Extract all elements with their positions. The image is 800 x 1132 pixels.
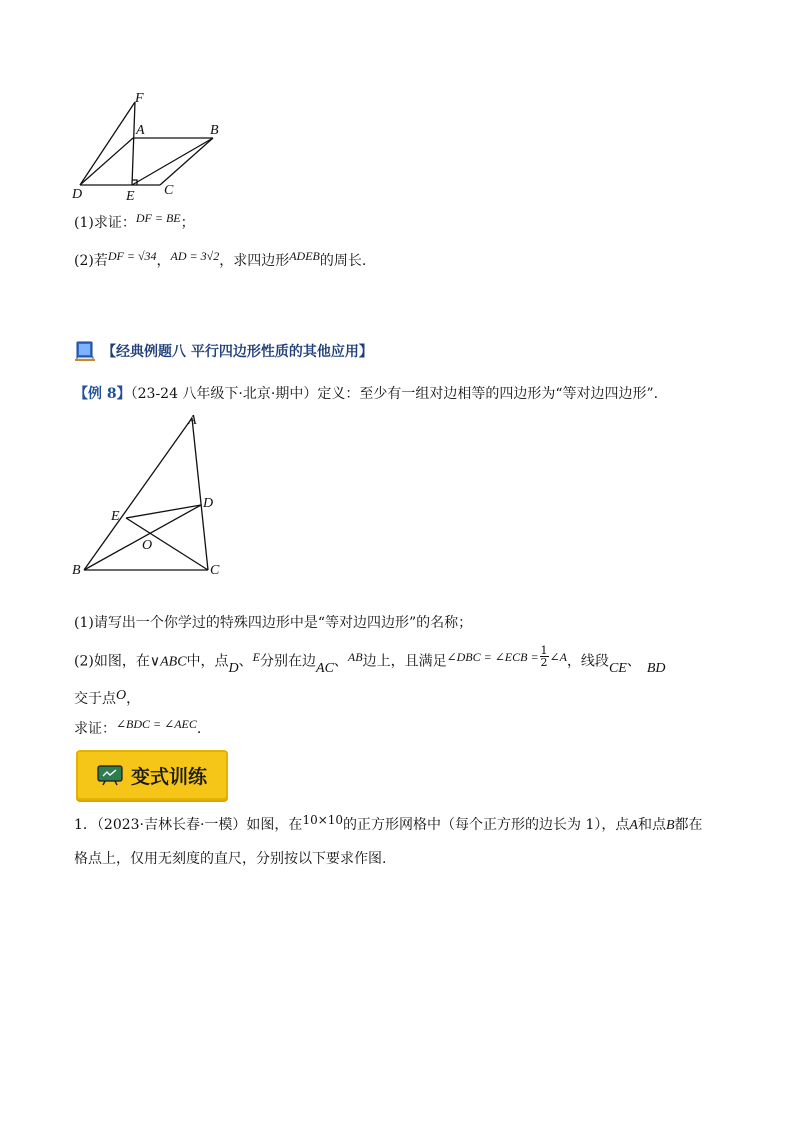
math: ∠A (549, 649, 567, 664)
math: O (116, 688, 127, 703)
text: 交于点 (74, 691, 116, 707)
text: (2)如图，在 (74, 653, 150, 670)
text: ， (156, 253, 171, 269)
label-A: A (136, 123, 145, 138)
math: ∠DBC = ∠ECB = (446, 649, 539, 664)
text: 的周长. (319, 253, 367, 269)
text: 格点上，仅用无刻度的直尺，分别按以下要求作图. (74, 851, 387, 867)
training-banner (76, 750, 228, 800)
label-O: O (142, 538, 153, 553)
q2-part2 (74, 644, 666, 676)
exercise1-line1 (74, 814, 703, 834)
text: 、 (333, 653, 348, 670)
denominator: 2 (540, 656, 548, 669)
text: 中，点 (186, 653, 229, 670)
numerator: 1 (540, 644, 548, 657)
example-text: （23-24 八年级下·北京·期中）定义：至少有一组对边相等的四边形为“等对边四边形”. (130, 386, 659, 402)
board-icon (97, 764, 123, 786)
section-heading (74, 338, 373, 364)
text: 的正方形网格中（每个正方形的边长为 1），点 (343, 817, 630, 833)
math: ∨ABC (149, 654, 187, 670)
training-label: 变式训练 (130, 765, 207, 788)
text: (1)请写出一个你学过的特殊四边形中是“等对边四边形”的名称； (74, 615, 473, 631)
label-B: B (210, 123, 219, 138)
label-A: A (188, 413, 197, 428)
q1-part1 (74, 212, 195, 232)
math: 10×10 (302, 813, 344, 827)
example8-line (74, 383, 658, 403)
example-label: 【例 8】 (74, 386, 131, 402)
math: CE (608, 660, 627, 676)
section-title: 【经典例题八 平行四边形性质的其他应用】 (102, 344, 373, 360)
figure-triangle (60, 408, 240, 583)
label-E: E (111, 509, 120, 524)
text: ，求四边形 (219, 253, 290, 269)
figure-parallelogram (60, 90, 260, 205)
math: B (665, 818, 675, 833)
text: 求证： (74, 721, 116, 737)
q2-part4 (74, 718, 201, 738)
math: ADEB (289, 249, 320, 263)
text: (2)若 (74, 253, 108, 269)
math: AB (347, 649, 363, 664)
q2-part3 (74, 688, 140, 708)
math: D (228, 660, 239, 676)
math: DF = BE (135, 211, 181, 225)
text: 和点 (637, 817, 666, 833)
label-B: B (72, 563, 81, 578)
text: 都在 (674, 817, 703, 833)
q1-part2 (74, 250, 366, 270)
label-D: D (203, 496, 214, 511)
book-icon (74, 340, 96, 362)
exercise1-line2 (74, 848, 386, 868)
text: ，线段 (566, 653, 609, 670)
text: 、 (238, 653, 253, 670)
label-E: E (126, 189, 135, 204)
label-D: D (72, 187, 83, 202)
fraction (540, 645, 549, 668)
text: 分别在边 (260, 653, 317, 670)
math: E (252, 649, 261, 664)
text: 边上，且满足 (362, 653, 447, 670)
text: . (196, 721, 202, 737)
math: BD (646, 660, 666, 676)
label-F: F (135, 91, 144, 106)
text: 1．（2023·吉林长春·一模）如图，在 (74, 817, 303, 833)
math: AD = 3√2 (170, 249, 220, 263)
label-C: C (210, 563, 220, 578)
math: ∠BDC = ∠AEC (116, 717, 197, 731)
math: DF = √34 (107, 249, 157, 263)
math: AC (316, 660, 334, 676)
text: ； (180, 215, 195, 231)
label-C: C (164, 183, 174, 198)
text: ， (126, 691, 141, 707)
math: A (629, 818, 638, 833)
text: (1)求证： (74, 215, 136, 231)
text: 、 (626, 653, 641, 670)
q2-part1 (74, 612, 472, 632)
